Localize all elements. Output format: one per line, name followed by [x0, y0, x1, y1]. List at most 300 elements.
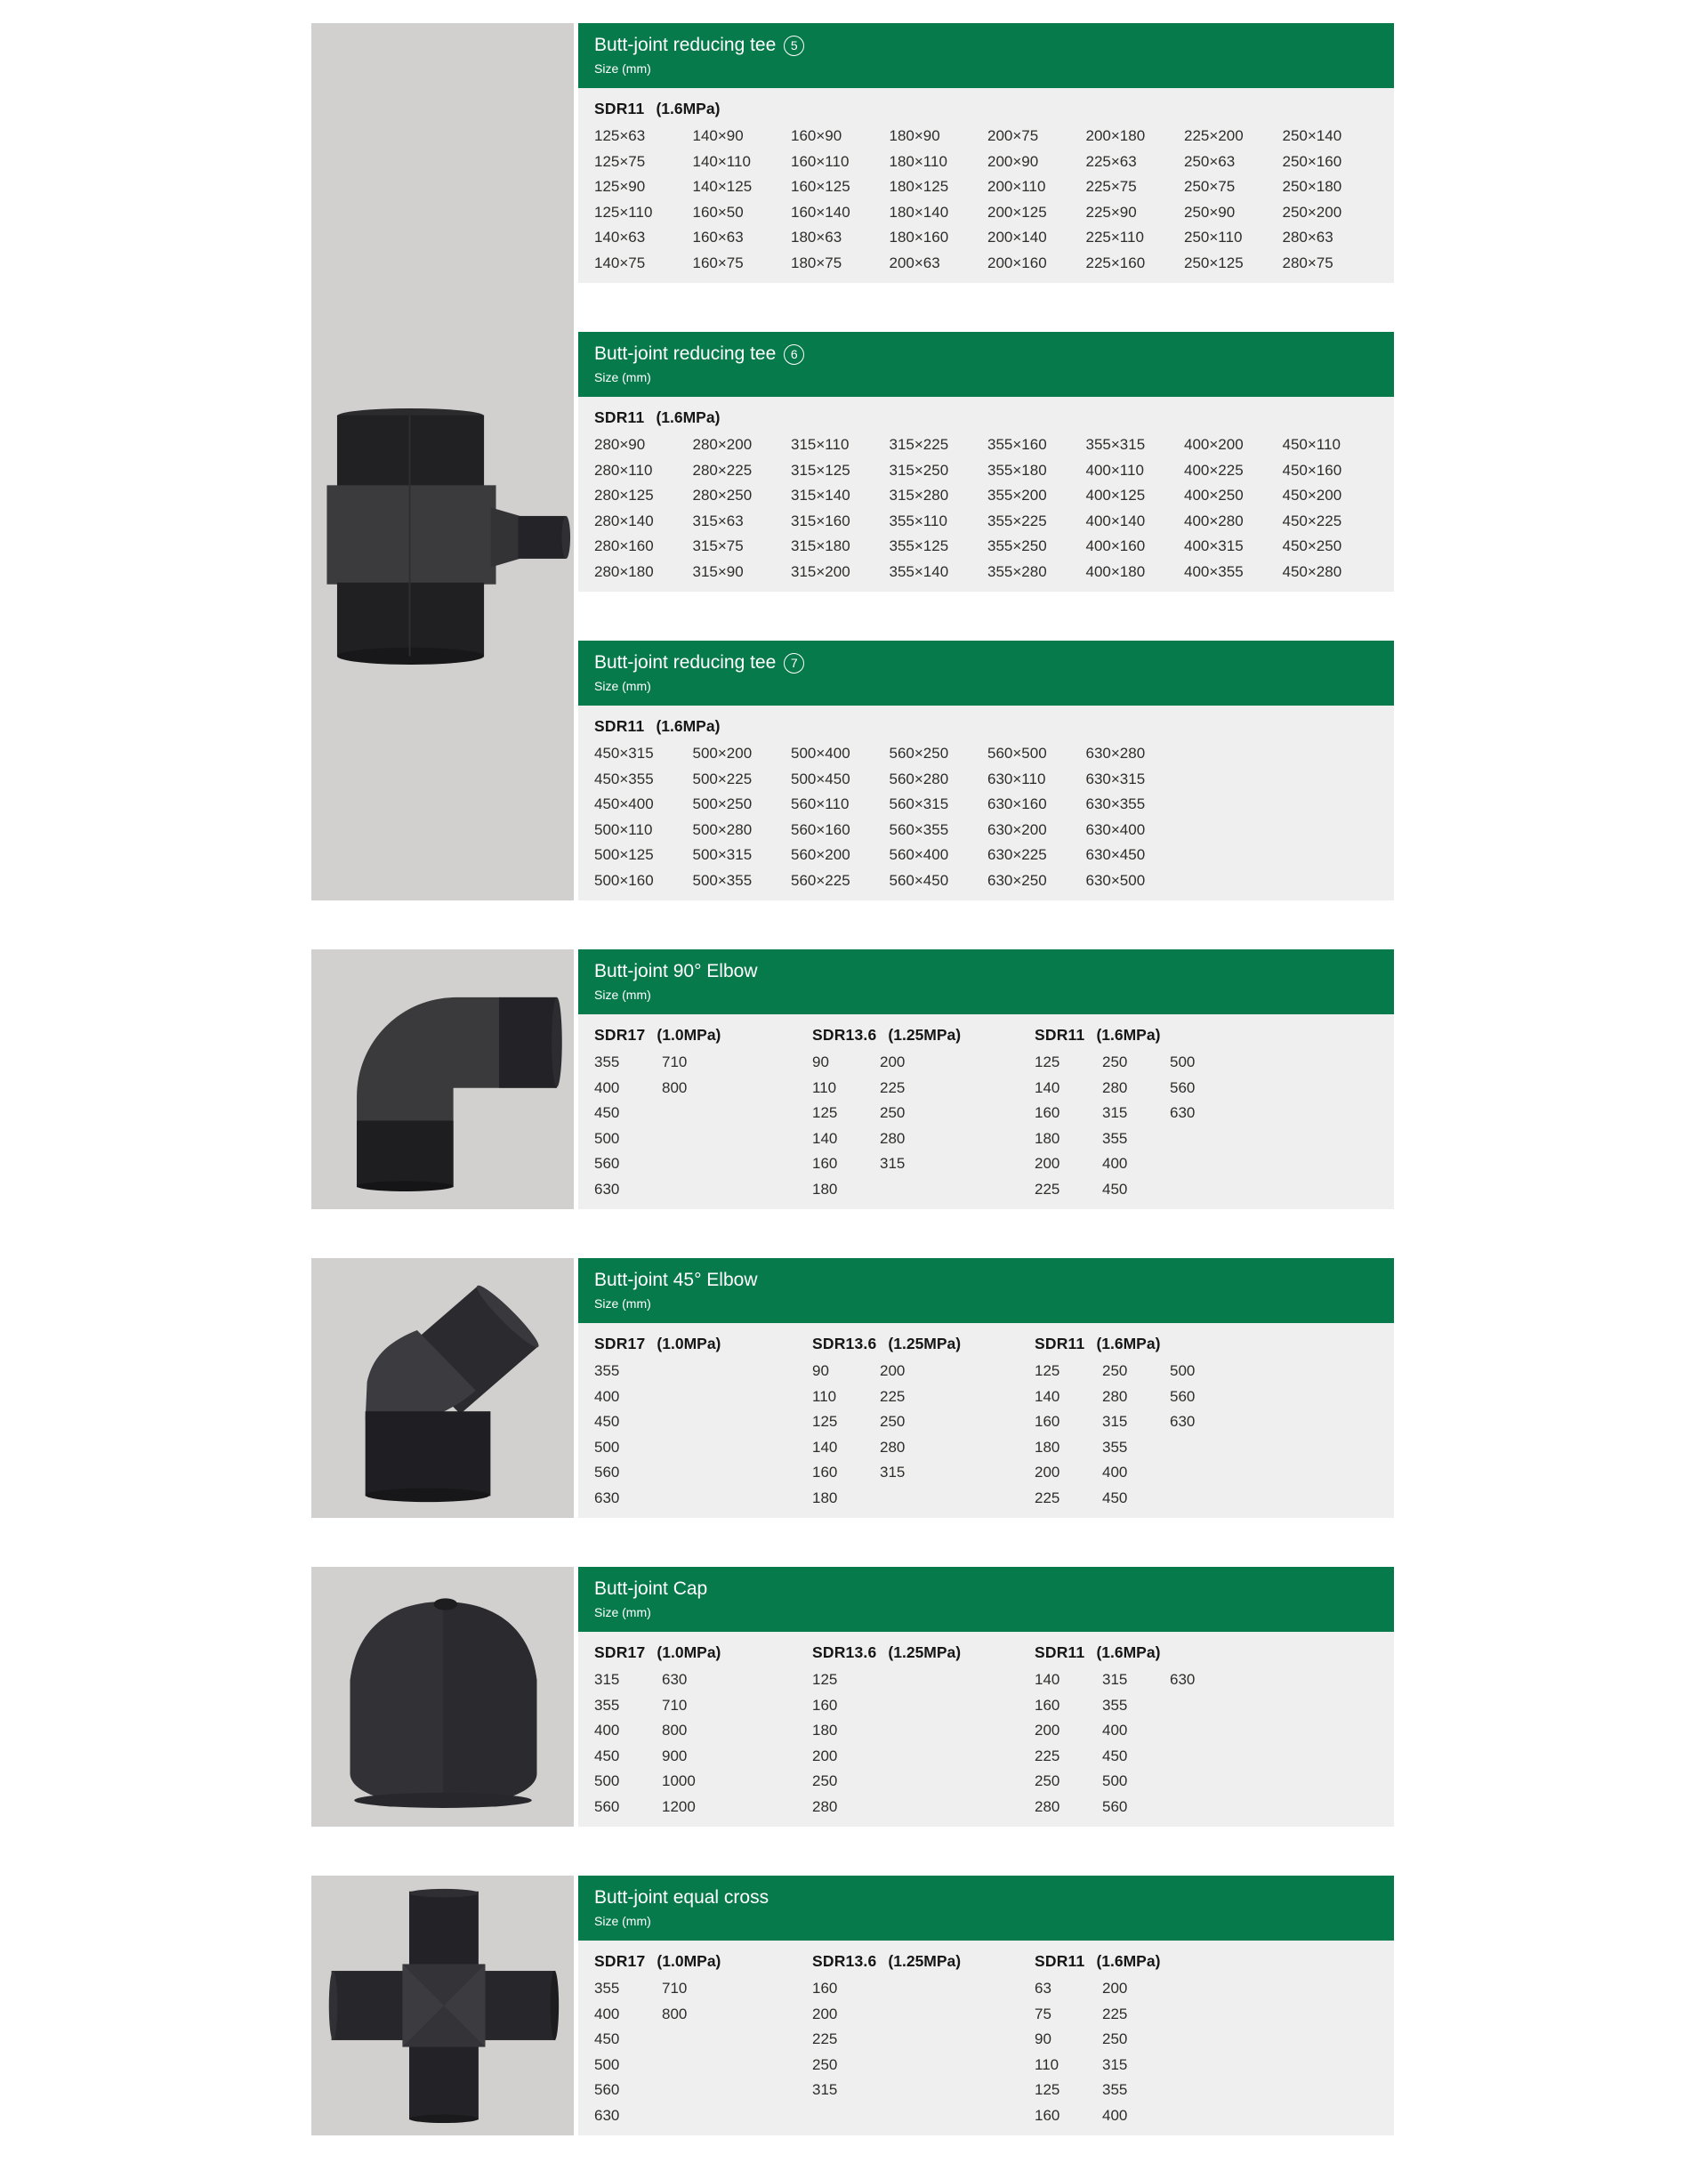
- spec-label: SDR11: [1035, 1335, 1085, 1352]
- size-cell: 250×140: [1282, 127, 1342, 144]
- spec-label: SDR11: [594, 100, 645, 117]
- spec-group-sdr17: [594, 1642, 812, 1820]
- section-title: [594, 1578, 1394, 1601]
- spec-group-sdr11: [1035, 1333, 1394, 1511]
- size-cell: 355×140: [889, 562, 949, 580]
- size-cell: 630: [594, 1489, 620, 1506]
- equal-cross-photo: [325, 1883, 561, 2128]
- size-cell: 280×160: [594, 537, 654, 554]
- spec-header: [594, 98, 1394, 119]
- section-header: [578, 1258, 1394, 1323]
- size-cell: 140: [1035, 1387, 1060, 1405]
- size-cell: 400: [594, 1722, 620, 1739]
- size-table: [578, 88, 1394, 283]
- section-header: [578, 949, 1394, 1014]
- section-subtitle: Size (mm): [594, 370, 651, 384]
- section-title-text: Butt-joint reducing tee: [594, 35, 777, 55]
- spec-label: SDR13.6: [812, 1643, 877, 1661]
- size-cell: 160: [1035, 2106, 1060, 2124]
- size-cell: 160: [812, 1980, 838, 1997]
- spec-label: SDR17: [594, 1335, 646, 1352]
- size-cell: 630: [594, 2106, 620, 2124]
- size-cell: 355: [594, 1696, 620, 1714]
- size-cell: 800: [662, 2005, 688, 2022]
- size-cell: 315: [1102, 2055, 1128, 2073]
- size-cell: 400×200: [1184, 436, 1244, 453]
- size-cell: 630×450: [1085, 846, 1146, 863]
- size-cell: 630×400: [1085, 820, 1146, 838]
- size-cell: 560: [1102, 1797, 1128, 1815]
- size-cell: 250: [1035, 1772, 1060, 1789]
- size-cell: 160: [1035, 1104, 1060, 1121]
- size-cell: 160: [1035, 1413, 1060, 1430]
- product-section: [578, 641, 1394, 900]
- size-column: [1283, 432, 1382, 585]
- size-cell: 450×250: [1282, 537, 1342, 554]
- spec-pressure: (1.25MPa): [888, 1952, 962, 1970]
- size-cell: 250: [880, 1413, 906, 1430]
- size-cell: 200×125: [987, 203, 1047, 221]
- section-number-badge: 7: [784, 653, 804, 674]
- size-cell: 200×75: [987, 127, 1039, 144]
- elbow-90-photo: [322, 967, 564, 1191]
- size-cell: 90: [812, 1053, 829, 1070]
- size-cell: 560×450: [889, 871, 949, 889]
- size-column: [812, 1359, 880, 1511]
- size-cell: 140: [1035, 1671, 1060, 1688]
- section-title: [594, 651, 1394, 674]
- size-cell: 560×280: [889, 770, 949, 787]
- size-cell: 500: [594, 1772, 620, 1789]
- size-cell: 500×280: [692, 820, 753, 838]
- size-cell: 315×200: [791, 562, 850, 580]
- size-columns: [812, 1667, 1035, 1820]
- spec-pressure: (1.6MPa): [1096, 1643, 1161, 1661]
- size-cell: 110: [812, 1387, 837, 1405]
- sections-column: [578, 949, 1394, 1209]
- size-cell: 140: [1035, 1078, 1060, 1096]
- section-title: [594, 960, 1394, 983]
- size-cell: 140×110: [692, 152, 751, 170]
- size-cell: 630: [1170, 1104, 1196, 1121]
- cap-photo: [325, 1583, 561, 1812]
- size-cell: 355×200: [987, 487, 1047, 504]
- section-title: [594, 1269, 1394, 1292]
- size-cell: 1200: [662, 1797, 696, 1815]
- size-column: [1102, 1667, 1170, 1820]
- spec-group-sdr17: [594, 1333, 812, 1511]
- size-columns: [594, 124, 1394, 276]
- size-table: [578, 1323, 1394, 1518]
- size-cell: 225×200: [1184, 127, 1244, 144]
- size-cell: 560: [594, 2081, 620, 2098]
- size-cell: 225: [1035, 1747, 1060, 1764]
- size-cell: 900: [662, 1747, 688, 1764]
- product-section: [578, 1876, 1394, 2135]
- size-columns: [1035, 1976, 1394, 2128]
- size-cell: 560×250: [889, 745, 949, 762]
- size-cell: 500: [594, 1438, 620, 1456]
- size-cell: 630×315: [1085, 770, 1146, 787]
- size-cell: 450×355: [594, 770, 654, 787]
- size-cell: 250×63: [1184, 152, 1236, 170]
- size-column: [594, 1667, 662, 1820]
- size-cell: 400: [594, 1078, 620, 1096]
- spec-row: [594, 1024, 1394, 1202]
- size-columns: [812, 1359, 1035, 1511]
- size-cell: 710: [662, 1696, 688, 1714]
- size-columns: [1035, 1667, 1394, 1820]
- section-header: [578, 23, 1394, 88]
- size-cell: 560×355: [889, 820, 949, 838]
- section-title-text: Butt-joint equal cross: [594, 1887, 769, 1908]
- size-cell: 140×75: [594, 254, 646, 271]
- size-cell: 200: [1102, 1980, 1128, 1997]
- size-cell: 140: [812, 1438, 838, 1456]
- size-cell: 180: [812, 1489, 838, 1506]
- product-photo-panel: [311, 23, 574, 900]
- spec-header: [1035, 1642, 1394, 1663]
- spec-label: SDR17: [594, 1952, 646, 1970]
- size-column: [662, 1667, 729, 1820]
- size-cell: 125×90: [594, 178, 646, 195]
- size-cell: 315: [812, 2081, 838, 2098]
- size-cell: 400×250: [1184, 487, 1244, 504]
- size-cell: 315×180: [791, 537, 850, 554]
- size-cell: 75: [1035, 2005, 1051, 2022]
- size-column: [1102, 1359, 1170, 1511]
- spec-group-sdr11: [594, 715, 1394, 893]
- sections-column: [578, 1258, 1394, 1518]
- size-cell: 200×90: [987, 152, 1039, 170]
- size-cell: 160: [812, 1696, 838, 1714]
- sections-column: [578, 1567, 1394, 1827]
- size-cell: 280: [812, 1797, 838, 1815]
- spec-header: [1035, 1333, 1394, 1354]
- size-cell: 200×160: [987, 254, 1047, 271]
- size-cell: 250: [880, 1104, 906, 1121]
- product-section: [578, 1567, 1394, 1827]
- spec-label: SDR11: [1035, 1643, 1085, 1661]
- section-header: [578, 1876, 1394, 1941]
- spec-header: [594, 715, 1394, 737]
- size-cell: 63: [1035, 1980, 1051, 1997]
- spec-pressure: (1.25MPa): [888, 1335, 962, 1352]
- size-cell: 160×63: [692, 229, 744, 246]
- size-column: [890, 124, 988, 276]
- size-cell: 225: [880, 1387, 906, 1405]
- size-cell: 180: [812, 1722, 838, 1739]
- size-column: [880, 1359, 947, 1511]
- spec-header: [1035, 1024, 1394, 1045]
- spec-pressure: (1.0MPa): [657, 1952, 721, 1970]
- size-cell: 355: [594, 1053, 620, 1070]
- size-column: [594, 1050, 662, 1202]
- size-cell: 630×250: [987, 871, 1047, 889]
- section-title-text: Butt-joint reducing tee: [594, 652, 777, 673]
- spec-label: SDR13.6: [812, 1335, 877, 1352]
- section-number-badge: 6: [784, 344, 804, 365]
- spec-header: [594, 1333, 812, 1354]
- size-column: [880, 1050, 947, 1202]
- product-group: [311, 1258, 1708, 1518]
- size-cell: 225: [1035, 1180, 1060, 1198]
- size-columns: [812, 1050, 1035, 1202]
- size-cell: 225×63: [1085, 152, 1137, 170]
- size-cell: 315: [1102, 1671, 1128, 1688]
- size-cell: 160×125: [791, 178, 850, 195]
- size-column: [594, 1359, 662, 1511]
- size-cell: 355: [594, 1362, 620, 1379]
- size-cell: 180: [812, 1180, 838, 1198]
- size-column: [1035, 1667, 1102, 1820]
- size-cell: 280×90: [594, 436, 646, 453]
- spec-group-sdr11: [1035, 1642, 1394, 1820]
- size-cell: 140×90: [692, 127, 744, 144]
- size-cell: 315×250: [889, 461, 949, 479]
- spec-pressure: (1.0MPa): [657, 1643, 721, 1661]
- size-cell: 225×110: [1085, 229, 1144, 246]
- product-group: [311, 23, 1708, 900]
- size-cell: 110: [812, 1078, 837, 1096]
- spec-row: [594, 98, 1394, 276]
- size-cell: 400: [1102, 1464, 1128, 1481]
- size-cell: 630: [1170, 1671, 1196, 1688]
- size-cell: 315: [1102, 1104, 1128, 1121]
- size-cell: 560×315: [889, 795, 949, 812]
- spec-label: SDR11: [594, 717, 645, 735]
- section-title: [594, 34, 1394, 57]
- product-photo-panel: [311, 949, 574, 1209]
- size-cell: 225×90: [1085, 203, 1137, 221]
- size-column: [791, 124, 890, 276]
- size-cell: 180×160: [889, 229, 949, 246]
- size-table: [578, 1941, 1394, 2135]
- size-cell: 315×75: [692, 537, 744, 554]
- size-table: [578, 1632, 1394, 1827]
- size-cell: 160×50: [692, 203, 744, 221]
- size-cell: 225×160: [1085, 254, 1146, 271]
- size-cell: 630×225: [987, 846, 1047, 863]
- size-cell: 280×125: [594, 487, 654, 504]
- size-column: [662, 1050, 729, 1202]
- size-cell: 225: [812, 2030, 838, 2047]
- size-column: [1184, 432, 1283, 585]
- size-cell: 560×500: [987, 745, 1047, 762]
- size-cell: 400×180: [1085, 562, 1146, 580]
- size-cell: 630: [1170, 1413, 1196, 1430]
- section-subtitle: Size (mm): [594, 988, 651, 1002]
- size-column: [1035, 1976, 1102, 2128]
- size-cell: 280×110: [594, 461, 653, 479]
- size-cell: 250×90: [1184, 203, 1236, 221]
- spec-pressure: (1.6MPa): [1096, 1335, 1161, 1352]
- elbow-45-photo: [322, 1271, 564, 1505]
- section-subtitle: Size (mm): [594, 679, 651, 693]
- size-cell: 355: [1102, 1696, 1128, 1714]
- size-cell: 90: [1035, 2030, 1051, 2047]
- size-cell: 160×90: [791, 127, 842, 144]
- size-cell: 200: [880, 1362, 906, 1379]
- size-cell: 355×315: [1085, 436, 1146, 453]
- size-cell: 280×200: [692, 436, 753, 453]
- size-column: [693, 741, 792, 893]
- size-cell: 630×280: [1085, 745, 1146, 762]
- section-title: [594, 343, 1394, 366]
- size-cell: 630×110: [987, 770, 1046, 787]
- size-cell: 90: [812, 1362, 829, 1379]
- size-cell: 250×110: [1184, 229, 1243, 246]
- section-title: [594, 1886, 1394, 1909]
- size-cell: 500×400: [791, 745, 850, 762]
- size-cell: 160×110: [791, 152, 850, 170]
- size-cell: 250×125: [1184, 254, 1244, 271]
- size-cell: 400: [1102, 2106, 1128, 2124]
- size-cell: 160: [1035, 1696, 1060, 1714]
- size-cell: 560: [1170, 1387, 1196, 1405]
- size-column: [890, 432, 988, 585]
- product-group: [311, 1876, 1708, 2135]
- size-column: [594, 124, 693, 276]
- spec-group-sdr13.6: [812, 1642, 1035, 1820]
- size-cell: 125: [1035, 2081, 1060, 2098]
- size-cell: 500×250: [692, 795, 753, 812]
- size-cell: 250×160: [1282, 152, 1342, 170]
- size-column: [1102, 1976, 1170, 2128]
- sections-column: [578, 23, 1394, 900]
- size-cell: 180: [1035, 1438, 1060, 1456]
- size-cell: 630×160: [987, 795, 1047, 812]
- size-column: [1170, 1050, 1237, 1202]
- size-cell: 560: [594, 1155, 620, 1172]
- size-cell: 500×315: [692, 846, 753, 863]
- size-column: [1102, 1050, 1170, 1202]
- size-cell: 125: [812, 1671, 838, 1688]
- spec-group-sdr11: [594, 98, 1394, 276]
- size-cell: 200×63: [889, 254, 940, 271]
- size-cell: 315×90: [692, 562, 744, 580]
- size-cell: 560×200: [791, 846, 850, 863]
- size-cell: 500×160: [594, 871, 654, 889]
- spec-header: [812, 1024, 1035, 1045]
- size-column: [594, 741, 693, 893]
- product-group: [311, 949, 1708, 1209]
- size-cell: 450: [1102, 1489, 1128, 1506]
- size-cell: 500×110: [594, 820, 653, 838]
- size-cell: 280: [880, 1438, 906, 1456]
- size-column: [812, 1976, 880, 2103]
- size-cell: 400×110: [1085, 461, 1144, 479]
- size-cell: 140×63: [594, 229, 646, 246]
- size-columns: [594, 432, 1394, 585]
- size-cell: 315: [1102, 1413, 1128, 1430]
- size-cell: 500: [1102, 1772, 1128, 1789]
- size-cell: 630: [594, 1180, 620, 1198]
- size-cell: 450: [594, 2030, 620, 2047]
- size-cell: 315×125: [791, 461, 850, 479]
- size-cell: 630×355: [1085, 795, 1146, 812]
- size-cell: 280: [1035, 1797, 1060, 1815]
- sections-column: [578, 1876, 1394, 2135]
- size-cell: 125: [1035, 1053, 1060, 1070]
- size-cell: 355×225: [987, 512, 1047, 529]
- product-photo-panel: [311, 1876, 574, 2135]
- size-column: [1283, 124, 1382, 276]
- size-cell: 225: [1102, 2005, 1128, 2022]
- size-cell: 225: [880, 1078, 906, 1096]
- size-cell: 250: [812, 2055, 838, 2073]
- size-cell: 180×125: [889, 178, 949, 195]
- size-column: [812, 1050, 880, 1202]
- size-cell: 450×225: [1282, 512, 1342, 529]
- size-cell: 355: [1102, 2081, 1128, 2098]
- size-cell: 180×63: [791, 229, 842, 246]
- size-cell: 250×200: [1282, 203, 1342, 221]
- reducing-tee-photo: [315, 403, 571, 668]
- spec-pressure: (1.25MPa): [888, 1026, 962, 1044]
- size-cell: 400×160: [1085, 537, 1146, 554]
- size-cell: 500: [594, 1129, 620, 1147]
- size-cell: 560×225: [791, 871, 850, 889]
- size-cell: 200×180: [1085, 127, 1146, 144]
- size-cell: 450×110: [1282, 436, 1341, 453]
- spec-header: [812, 1950, 1035, 1972]
- size-cell: 400×280: [1184, 512, 1244, 529]
- product-photo-panel: [311, 1258, 574, 1518]
- size-cell: 400×225: [1184, 461, 1244, 479]
- size-column: [1184, 124, 1283, 276]
- size-cell: 355×180: [987, 461, 1047, 479]
- size-cell: 500: [1170, 1362, 1196, 1379]
- size-columns: [812, 1976, 1035, 2103]
- size-cell: 450: [594, 1747, 620, 1764]
- spec-pressure: (1.6MPa): [656, 717, 721, 735]
- spec-group-sdr13.6: [812, 1950, 1035, 2128]
- size-cell: 710: [662, 1980, 688, 1997]
- size-cell: 560: [594, 1464, 620, 1481]
- size-cell: 355: [594, 1980, 620, 1997]
- spec-row: [594, 715, 1394, 893]
- spec-group-sdr11: [1035, 1950, 1394, 2128]
- spec-header: [812, 1642, 1035, 1663]
- size-cell: 160×140: [791, 203, 850, 221]
- size-cell: 180×75: [791, 254, 842, 271]
- section-header: [578, 1567, 1394, 1632]
- size-cell: 315×225: [889, 436, 949, 453]
- size-cell: 400: [1102, 1722, 1128, 1739]
- size-cell: 140×125: [692, 178, 753, 195]
- size-cell: 315×280: [889, 487, 949, 504]
- size-column: [812, 1667, 880, 1820]
- size-cell: 500×355: [692, 871, 753, 889]
- section-header: [578, 332, 1394, 397]
- size-columns: [594, 1667, 812, 1820]
- spec-pressure: (1.6MPa): [1096, 1952, 1161, 1970]
- size-column: [987, 741, 1086, 893]
- size-cell: 200×110: [987, 178, 1046, 195]
- size-column: [791, 432, 890, 585]
- size-cell: 315: [594, 1671, 620, 1688]
- size-cell: 355×250: [987, 537, 1047, 554]
- spec-row: [594, 1950, 1394, 2128]
- size-cell: 630×200: [987, 820, 1047, 838]
- size-cell: 200: [880, 1053, 906, 1070]
- section-subtitle: Size (mm): [594, 1605, 651, 1619]
- size-column: [693, 124, 792, 276]
- size-cell: 400: [1102, 1155, 1128, 1172]
- product-section: [578, 1258, 1394, 1518]
- size-cell: 1000: [662, 1772, 696, 1789]
